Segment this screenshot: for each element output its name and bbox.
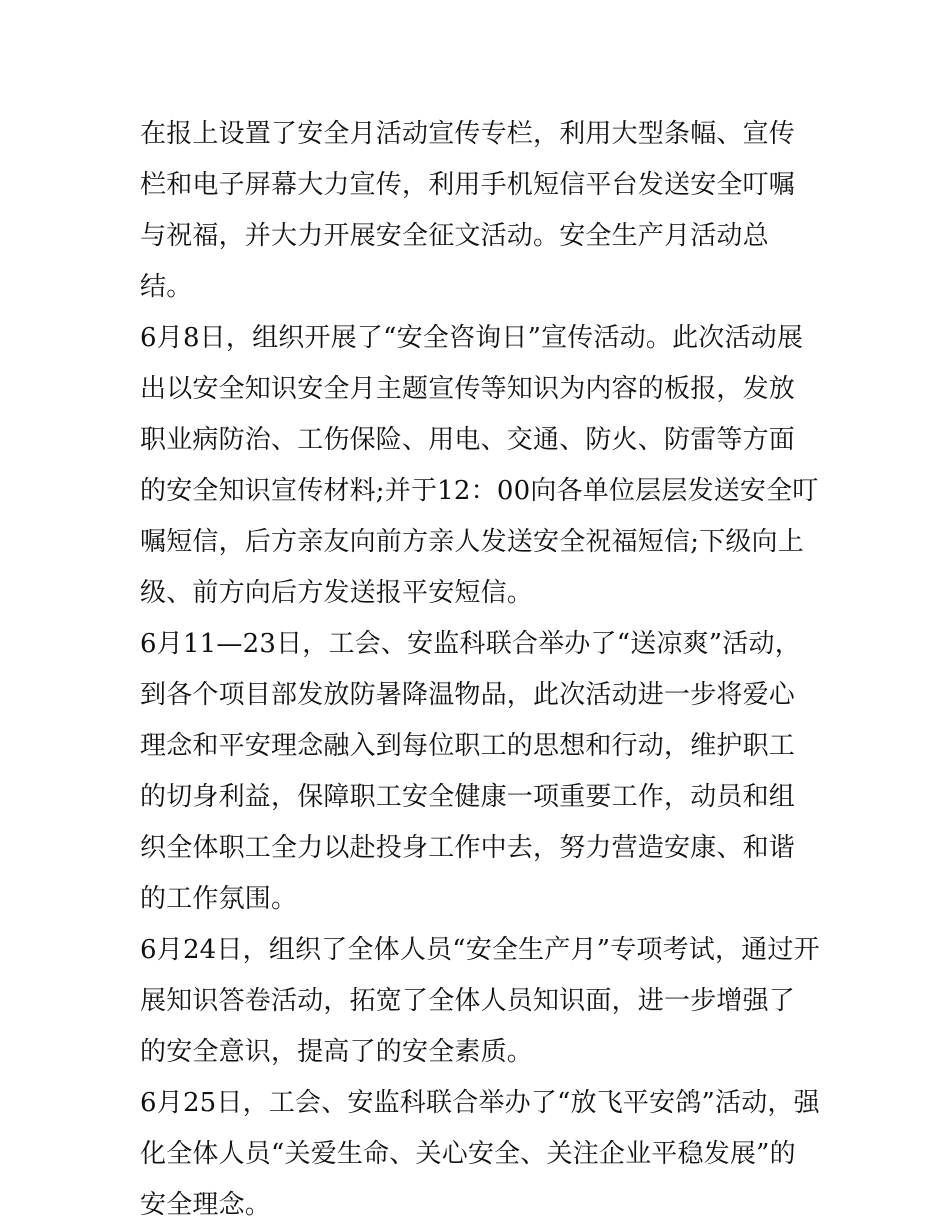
document-body xyxy=(140,109,820,1231)
paragraph-peace-dove: 6月25日，工会、安监科联合举办了“放飞平安鸽”活动，强化全体人员“关爱生命、关心安全、关注企业平稳发展”的安全理念。 xyxy=(140,1088,820,1220)
paragraph-publicity-column: 在报上设置了安全月活动宣传专栏，利用大型条幅、宣传栏和电子屏幕大力宣传，利用手机短信平台发送安全叮嘱与祝福，并大力开展安全征文活动。安全生产月活动总结。 xyxy=(140,119,796,302)
paragraph-special-exam: 6月24日，组织了全体人员“安全生产月”专项考试，通过开展知识答卷活动，拓宽了全体人员知识面，进一步增强了的安全意识，提高了的安全素质。 xyxy=(140,935,820,1067)
paragraph-send-coolness: 6月11—23日，工会、安监科联合举办了“送凉爽”活动，到各个项目部发放防暑降温物品，此次活动进一步将爱心理念和平安理念融入到每位职工的思想和行动，维护职工的切身利益，保障职工安全健康一项重要工作，动员和组织全体职工全力以赴投身工作中去，努力营造安康、和谐的工作氛围。 xyxy=(140,629,801,914)
paragraph-safety-consultation-day: 6月8日，组织开展了“安全咨询日”宣传活动。此次活动展出以安全知识安全月主题宣传等知识为内容的板报，发放职业病防治、工伤保险、用电、交通、防火、防雷等方面的安全知识宣传材料;并于12：00向各单位层层发送安全叮嘱短信，后方亲友向前方亲人发送安全祝福短信;下级向上级、前方向后方发送报平安短信。 xyxy=(140,323,819,608)
